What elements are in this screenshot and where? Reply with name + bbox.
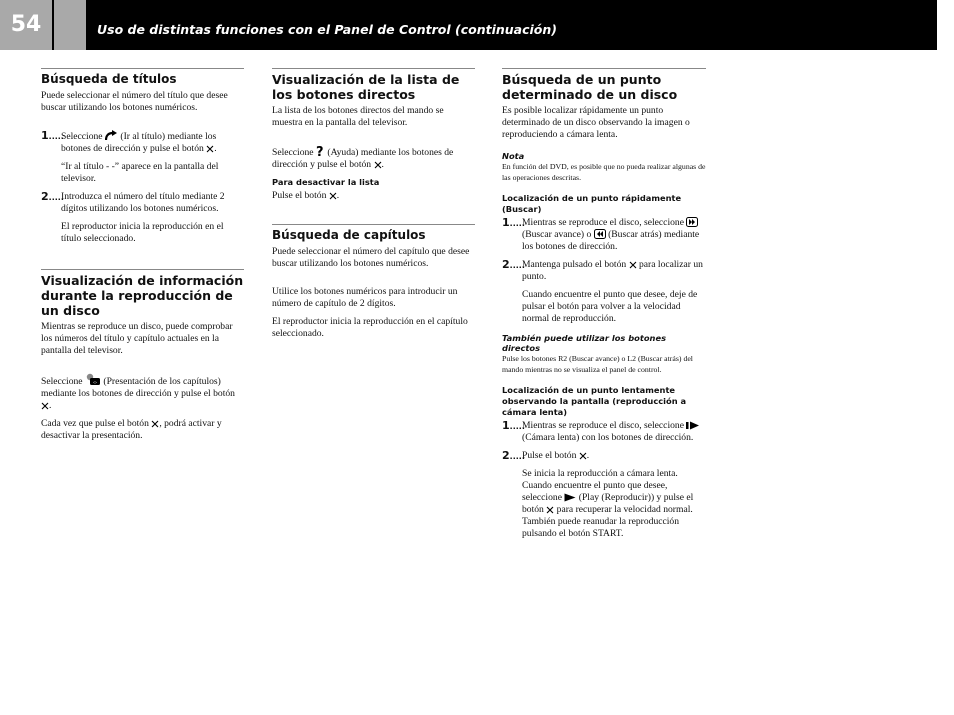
section-title-visualizacion-informacion: Visualización de información durante la reproducción de un disco	[41, 273, 244, 318]
paragraph: Pulse el botón .	[272, 190, 340, 201]
subheading: Localización de un punto lentamente observando la pantalla (reproducción a cámara lenta)	[502, 385, 687, 417]
paragraph: Es posible localizar rápidamente un punto determinado de un disco observando la imagen o reproduciendo a cámara lenta.	[502, 105, 690, 140]
page-number: 54	[0, 0, 52, 50]
play-icon	[564, 493, 576, 502]
paragraph: “Ir al título - -” aparece en la pantalla del televisor.	[61, 161, 219, 184]
search-forward-icon	[686, 217, 698, 227]
column-1	[41, 68, 244, 448]
tip-text: Pulse los botones R2 (Buscar avance) o L2 (Buscar atrás) del mando mientras no se visualiza el panel de control.	[502, 354, 693, 374]
svg-text:‹›: ‹›	[92, 380, 97, 386]
tip-label: También puede utilizar los botones directos	[502, 333, 667, 353]
note-label: Nota	[502, 151, 525, 161]
column-2	[272, 68, 475, 346]
cross-button-icon	[629, 261, 637, 269]
paragraph: Cuando encuentre el punto que desee, deje de pulsar el botón para volver a la velocidad normal de reproducción.	[522, 289, 698, 324]
column-3	[502, 68, 706, 540]
paragraph: La lista de los botones directos del mando se muestra en la pantalla del televisor.	[272, 105, 444, 128]
paragraph: Mientras se reproduce un disco, puede comprobar los números del título y capítulo actuales en la pantalla del televisor.	[41, 321, 233, 356]
step-2: 2..... Pulse el botón .	[502, 449, 590, 462]
paragraph: Se inicia la reproducción a cámara lenta. Cuando encuentre el punto que desee, seleccione (Play (Reproducir)) y pulse el botón para recuperar la velocidad normal. También puede reanudar la reproducción pulsando el botón START.	[522, 468, 694, 539]
step-1: 1..... Seleccione (Ir al título) mediante los botones de dirección y pulse el botón .	[41, 129, 217, 154]
section-divider	[272, 224, 475, 225]
question-mark-icon	[316, 145, 325, 157]
curved-arrow-icon	[105, 130, 118, 141]
cross-button-icon	[41, 402, 49, 410]
section-divider	[502, 68, 706, 69]
slow-motion-icon	[686, 421, 700, 430]
subheading: Para desactivar la lista	[272, 177, 380, 187]
paragraph: Puede seleccionar el número del título que desee buscar utilizando los botones numéricos.	[41, 90, 228, 113]
step-2: 2..... Mantenga pulsado el botón para localizar un punto.	[502, 258, 703, 282]
paragraph: El reproductor inicia la reproducción en el título seleccionado.	[61, 221, 224, 244]
page-title: Uso de distintas funciones con el Panel de Control (continuación)	[97, 22, 557, 37]
step-1: 1..... Mientras se reproduce el disco, seleccione (Cámara lenta) con los botones de dirección.	[502, 420, 706, 444]
section-title-busqueda-capitulos: Búsqueda de capítulos	[272, 228, 426, 242]
note-text: En función del DVD, es posible que no pueda realizar algunas de las operaciones descritas.	[502, 162, 706, 182]
section-title-busqueda-titulos: Búsqueda de títulos	[41, 72, 177, 86]
section-divider	[41, 68, 244, 69]
section-title-lista-botones: Visualización de la lista de los botones directos	[272, 72, 460, 102]
step-2: 2..... Introduzca el número del título mediante 2 dígitos utilizando los botones numéricos.	[41, 190, 225, 214]
paragraph: Seleccione ? (Ayuda) mediante los botones de dirección y pulse el botón .	[272, 145, 454, 170]
cross-button-icon	[546, 506, 554, 514]
cross-button-icon	[329, 192, 337, 200]
paragraph: El reproductor inicia la reproducción en el capítulo seleccionado.	[272, 316, 468, 339]
paragraph: Cada vez que pulse el botón , podrá activar y desactivar la presentación.	[41, 418, 222, 441]
paragraph: Seleccione ‹› (Presentación de los capítulos) mediante los botones de dirección y pulse el botón .	[41, 373, 244, 412]
step-1: 1..... Mientras se reproduce el disco, seleccione (Buscar avance) o (Buscar atrás) mediante los botones de dirección.	[502, 216, 700, 252]
search-backward-icon	[594, 229, 606, 239]
section-divider	[272, 68, 475, 69]
paragraph: Puede seleccionar el número del capítulo que desee buscar utilizando los botones numéricos.	[272, 246, 470, 269]
cross-button-icon	[374, 161, 382, 169]
paragraph: Utilice los botones numéricos para introducir un número de capítulo de 2 dígitos.	[272, 286, 458, 309]
page-number-strip	[54, 0, 86, 50]
section-divider	[41, 269, 244, 270]
section-title-busqueda-punto: Búsqueda de un punto determinado de un disco	[502, 72, 678, 102]
cross-button-icon	[579, 452, 587, 460]
cross-button-icon	[206, 145, 214, 153]
svg-text:?: ?	[315, 145, 324, 157]
subheading: Localización de un punto rápidamente (Buscar)	[502, 193, 682, 214]
chapter-display-icon	[85, 373, 101, 386]
